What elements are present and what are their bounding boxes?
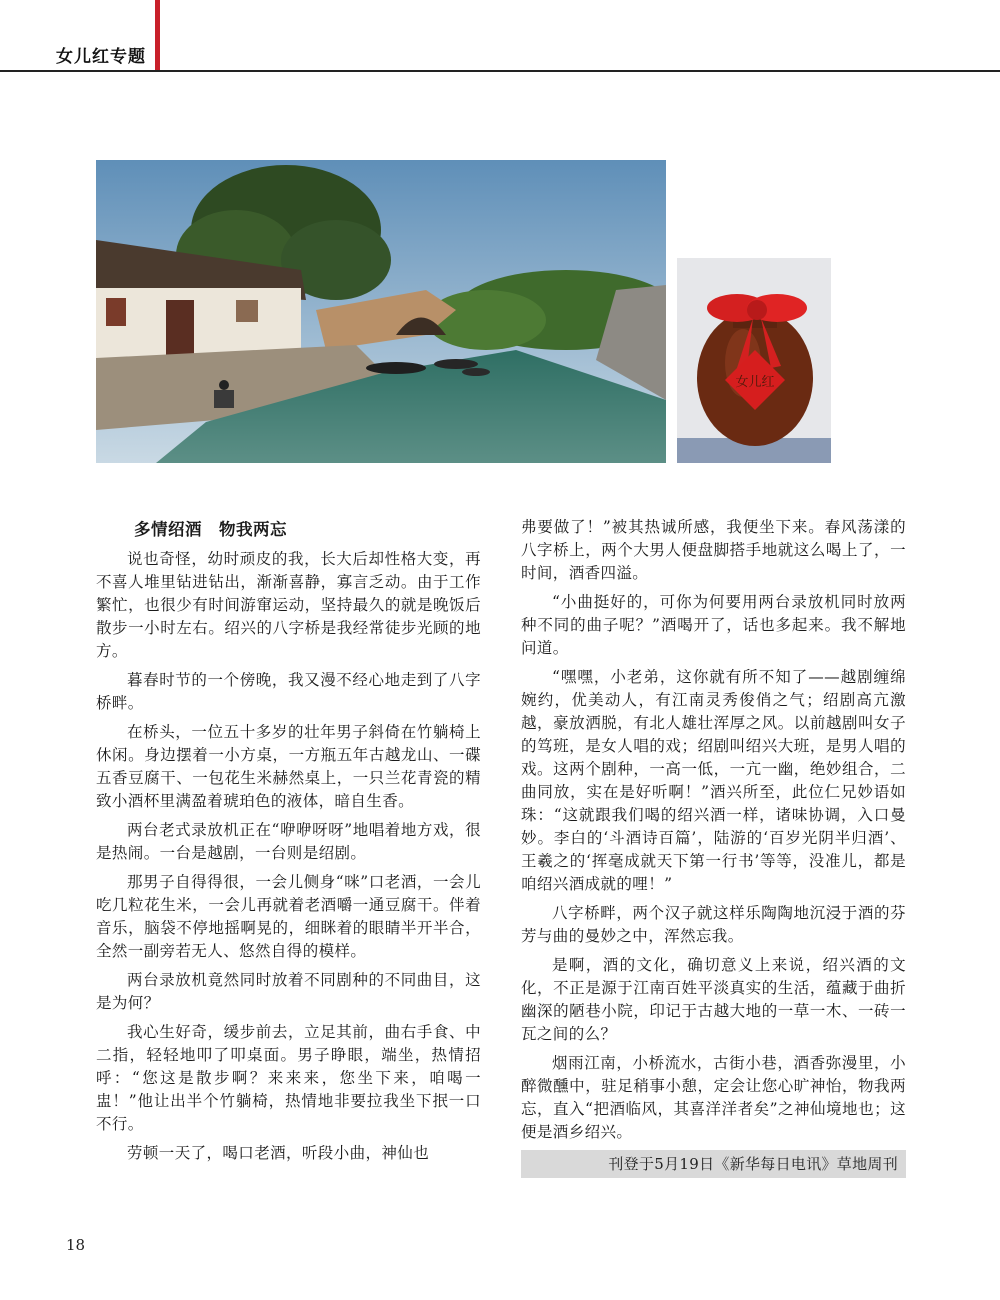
- header-red-bar: [155, 0, 160, 70]
- canal-scene-illustration: [96, 160, 666, 463]
- paragraph: 八字桥畔，两个汉子就这样乐陶陶地沉浸于酒的芬芳与曲的曼妙之中，浑然忘我。: [521, 904, 906, 945]
- paragraph: 说也奇怪，幼时顽皮的我，长大后却性格大变，再不喜人堆里钻进钻出，渐渐喜静，寡言乏动。由于工作繁忙，也很少有时间游窜运动，坚持最久的就是晚饭后散步一小时左右。绍兴的八字桥是我经常徒步光顾的地方。: [96, 550, 481, 660]
- paragraph: 在桥头，一位五十多岁的壮年男子斜倚在竹躺椅上休闲。身边摆着一小方桌，一方瓶五年古越龙山、一碟五香豆腐干、一包花生米赫然桌上，一只兰花青瓷的精致小酒杯里满盈着琥珀色的液体，暗自生香。: [96, 723, 481, 810]
- article-heading: 多情绍酒 物我两忘: [134, 520, 287, 539]
- paragraph-continuation: 弗要做了！”被其热诚所感，我便坐下来。春风荡漾的八字桥上，两个大男人便盘脚搭手地就这么喝上了，一时间，酒香四溢。: [521, 518, 906, 582]
- paragraph: 两台老式录放机正在“咿咿呀呀”地唱着地方戏，很是热闹。一台是越剧，一台则是绍剧。: [96, 821, 481, 862]
- header-rule: [0, 70, 1000, 72]
- article-column-left: [96, 516, 481, 1171]
- paragraph: “嘿嘿，小老弟，这你就有所不知了——越剧缠绵婉约，优美动人，有江南灵秀俊俏之气；绍剧高亢激越，豪放洒脱，有北人雄壮浑厚之风。以前越剧叫女子的笃班，是女人唱的戏；绍剧叫绍兴大班，是男人唱的戏。这两个剧种，一高一低，一亢一幽，绝妙组合，二曲同放，实在是好听啊！”酒兴所至，此位仁兄妙语如珠：“这就跟我们喝的绍兴酒一样，诸味协调，入口曼妙。李白的‘斗酒诗百篇’，陆游的‘百岁光阴半归酒’、王羲之的‘挥毫成就天下第一行书’等等，没准儿，都是咱绍兴酒成就的哩！”: [521, 668, 906, 893]
- page-number: 18: [66, 1236, 86, 1254]
- paragraph: 暮春时节的一个傍晚，我又漫不经心地走到了八字桥畔。: [96, 671, 481, 712]
- canal-town-photo: [96, 160, 666, 463]
- wine-jar-illustration: [677, 258, 831, 463]
- article-column-right: [521, 516, 906, 1178]
- section-title: 女儿红专题: [56, 47, 146, 67]
- paragraph: 我心生好奇，缓步前去，立足其前，曲右手食、中二指，轻轻地叩了叩桌面。男子睁眼，端坐，热情招呼：“您这是散步啊？来来来，您坐下来，咱喝一盅！”他让出半个竹躺椅，热情地非要拉我坐下抿一口不行。: [96, 1023, 481, 1133]
- jar-label: 女儿红: [735, 375, 775, 390]
- page-header: [0, 0, 1000, 72]
- wine-jar-photo: [677, 258, 831, 463]
- source-note: 刊登于5月19日《新华每日电讯》草地周刊: [521, 1150, 906, 1178]
- paragraph: 两台录放机竟然同时放着不同剧种的不同曲目，这是为何？: [96, 971, 481, 1012]
- paragraph: 烟雨江南，小桥流水，古街小巷，酒香弥漫里，小醉微醺中，驻足稍事小憩，定会让您心旷神怡，物我两忘，直入“把酒临风，其喜洋洋者矣”之神仙境地也；这便是酒乡绍兴。: [521, 1054, 906, 1141]
- paragraph: “小曲挺好的，可你为何要用两台录放机同时放两种不同的曲子呢？”酒喝开了，话也多起来。我不解地问道。: [521, 593, 906, 657]
- paragraph: 是啊，酒的文化，确切意义上来说，绍兴酒的文化，不正是源于江南百姓平淡真实的生活，蕴藏于曲折幽深的陋巷小院，印记于古越大地的一草一木、一砖一瓦之间的么？: [521, 956, 906, 1043]
- paragraph: 那男子自得得很，一会儿侧身“咪”口老酒，一会儿吃几粒花生米，一会儿再就着老酒嚼一通豆腐干。伴着音乐，脑袋不停地摇啊晃的，细眯着的眼睛半开半合，全然一副旁若无人、悠然自得的模样。: [96, 873, 481, 960]
- paragraph: 劳顿一天了，喝口老酒，听段小曲，神仙也: [127, 1144, 430, 1162]
